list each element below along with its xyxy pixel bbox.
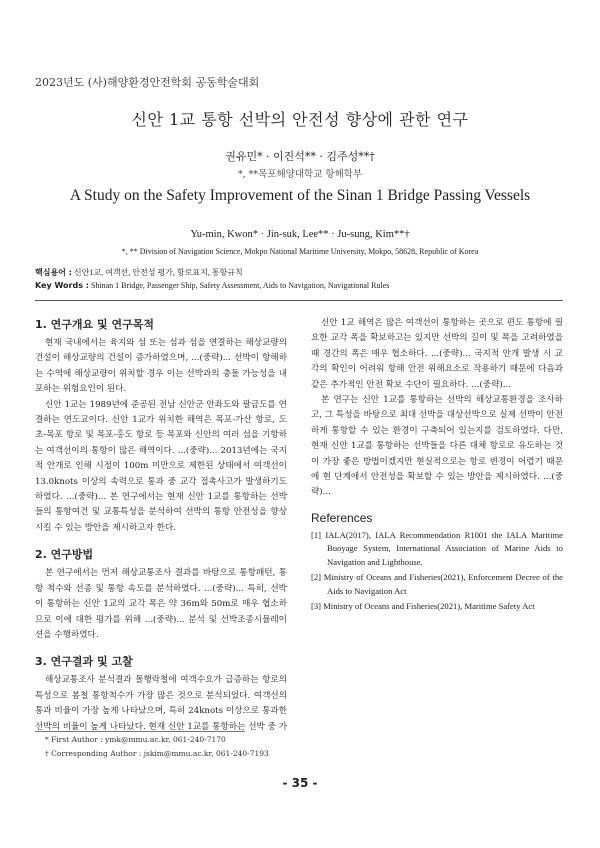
korean-authors: 권유민* · 이진석** · 김주성**† xyxy=(225,150,375,163)
english-keywords-text: Shinan 1 Bridge, Passenger Ship, Safety Assessment, Aids to Navigation, Navigational Rules xyxy=(90,281,390,290)
section-3-paragraph-2: 신안 1교 해역은 많은 여객선이 통항하는 곳으로 편도 통항에 필요한 교각 폭을 확보하고는 있지만 선박의 길이 및 폭을 고려하였을 때 경간의 폭은 매우 협소하다. ...(중략)... 국지적 안개 발생 시 교각의 확인이 어려워 항해 안전 위해요소로 작용하기 때문에 다음과 같은 추가적인 안전 확보 수단이 필요하다. ...(중략)... xyxy=(311,318,563,390)
english-affiliation: *, ** Division of Navigation Science, Mokpo National Maritime University, Mokpo, 58628, Republic of Korea xyxy=(121,247,479,256)
footnote-divider xyxy=(35,731,245,732)
references-heading: References xyxy=(311,510,373,525)
section-3-paragraph-1-text: 해상교통조사 분석결과 몰행락철에 여객수요가 급증하는 항로의 특성으로 봄철 통항척수가 가장 많은 것으로 분석되었다. 여객선의 통과 비율이 가장 높게 나타났으며, 특히 24knots 이상으로 통과한 선박의 비율이 높게 나타났다. 현재 신안 1교를 통항하는 선박 중 가 xyxy=(35,675,287,732)
section-1-paragraph-2: 신안 1교는 1989년에 준공된 전남 신안군 안좌도와 팔금도를 연결하는 연도교이다. 신안 1교가 위치한 해역은 목포-가산 항로, 도초-목포 항로 및 목포-홍도 항로 등 목포와 신안의 여러 섬을 기항하는 여객선이의 통항이 많은 해역이다. ...(중략)... 2013년에는 국지적 안개로 인해 시정이 100m 미만으로 제한된 상태에서 여객선이 13.0knots 이상의 속력으로 통과 중 교각 접촉사고가 발생하기도 하였다. ...(중략)... 본 연구에서는 현재 신안 1교를 통항하는 선박들의 통항여건 및 교통특성을 분석하여 선박의 통항 안전성을 향상시킬 수 있는 방안을 제시하고자 한다. xyxy=(35,399,287,533)
korean-affiliation: *, **목포해양대학교 항해학부 xyxy=(237,169,363,180)
english-keywords-label: Key Words : xyxy=(35,281,89,290)
reference-3: [3] Ministry of Oceans and Fisheries(2021), Maritime Safety Act xyxy=(311,601,535,612)
korean-keywords-text: 신안1교, 여객선, 안전성 평가, 항로표지, 통항규칙 xyxy=(73,268,243,277)
conference-header: 2023년도 (사)해양환경안전학회 공동학술대회 xyxy=(35,76,260,89)
section-3-paragraph-3: 본 연구는 신안 1교를 통항하는 선박의 해상교통환경을 조사하고, 그 특성을 바탕으로 최대 선박을 대상선박으로 실제 선박이 안전하게 통항할 수 있는 환경이 구축되어 있는지를 검토하였다. 다만, 현재 신안 1교를 통항하는 선박들을 다른 대체 항로로 유도하는 것이 가장 좋은 방법이겠지만 현실적으로는 항로 변경이 어렵기 때문에 현 단계에서 안전성을 확보할 수 있는 방안을 제시하였다. ...(중략)... xyxy=(311,395,563,498)
right-column xyxy=(311,316,563,616)
section-3-paragraph-1 xyxy=(35,673,287,734)
section-3-heading: 3. 연구결과 및 고찰 xyxy=(35,655,133,669)
english-keywords xyxy=(35,281,389,290)
page-number: - 35 - xyxy=(282,776,318,790)
header-divider xyxy=(35,300,563,301)
section-2-paragraph-1: 본 연구에서는 먼저 해상교통조사 결과를 바탕으로 통항패턴, 통항 척수와 선종 및 통항 속도를 분석하였다. ...(중략)... 특히, 선박이 통항하는 신안 1교의 교각 폭은 약 36m와 50m로 매우 협소하므로 이에 대한 평가를 위해 ...(중략)... 분석 및 선박조종시뮬레이션을 수행하였다. xyxy=(35,568,287,640)
korean-keywords xyxy=(35,267,243,278)
first-author-footnote: * First Author : ymk@mmu.ac.kr, 061-240-7170 xyxy=(45,735,226,744)
corresponding-author-footnote: † Corresponding Author : jskim@mmu.ac.kr, 061-240-7193 xyxy=(45,749,269,758)
reference-1: [1] IALA(2017), IALA Recommendation R1001 the IALA Maritime Buoyage System, International Association of Marine Aids to Navigation and Lighthouse. xyxy=(311,529,563,567)
english-title: A Study on the Safety Improvement of the Sinan 1 Bridge Passing Vessels xyxy=(69,187,531,204)
reference-2: [2] Ministry of Oceans and Fisheries(2021), Enforcement Decree of the Aids to Navigation Act xyxy=(311,572,563,596)
section-1-paragraph-1: 현재 국내에서는 육지와 섬 또는 섬과 섬을 연결하는 해상교량의 건설이 해상교량의 건설이 증가하였으며, ...(중략)... 선박이 항해하는 수역에 해상교량이 위치할 경우 이는 선박과의 충돌 가능성을 내포하는 위험요인이 된다. xyxy=(35,338,287,395)
section-2-heading: 2. 연구방법 xyxy=(35,548,94,562)
korean-title: 신안 1교 통항 선박의 안전성 향상에 관한 연구 xyxy=(131,110,469,129)
english-authors: Yu-min, Kwon* · Jin-suk, Lee** · Ju-sung, Kim**† xyxy=(190,229,410,240)
left-column xyxy=(35,316,287,734)
section-1-heading: 1. 연구개요 및 연구목적 xyxy=(35,318,154,331)
korean-keywords-label: 핵심용어 : xyxy=(35,268,72,277)
